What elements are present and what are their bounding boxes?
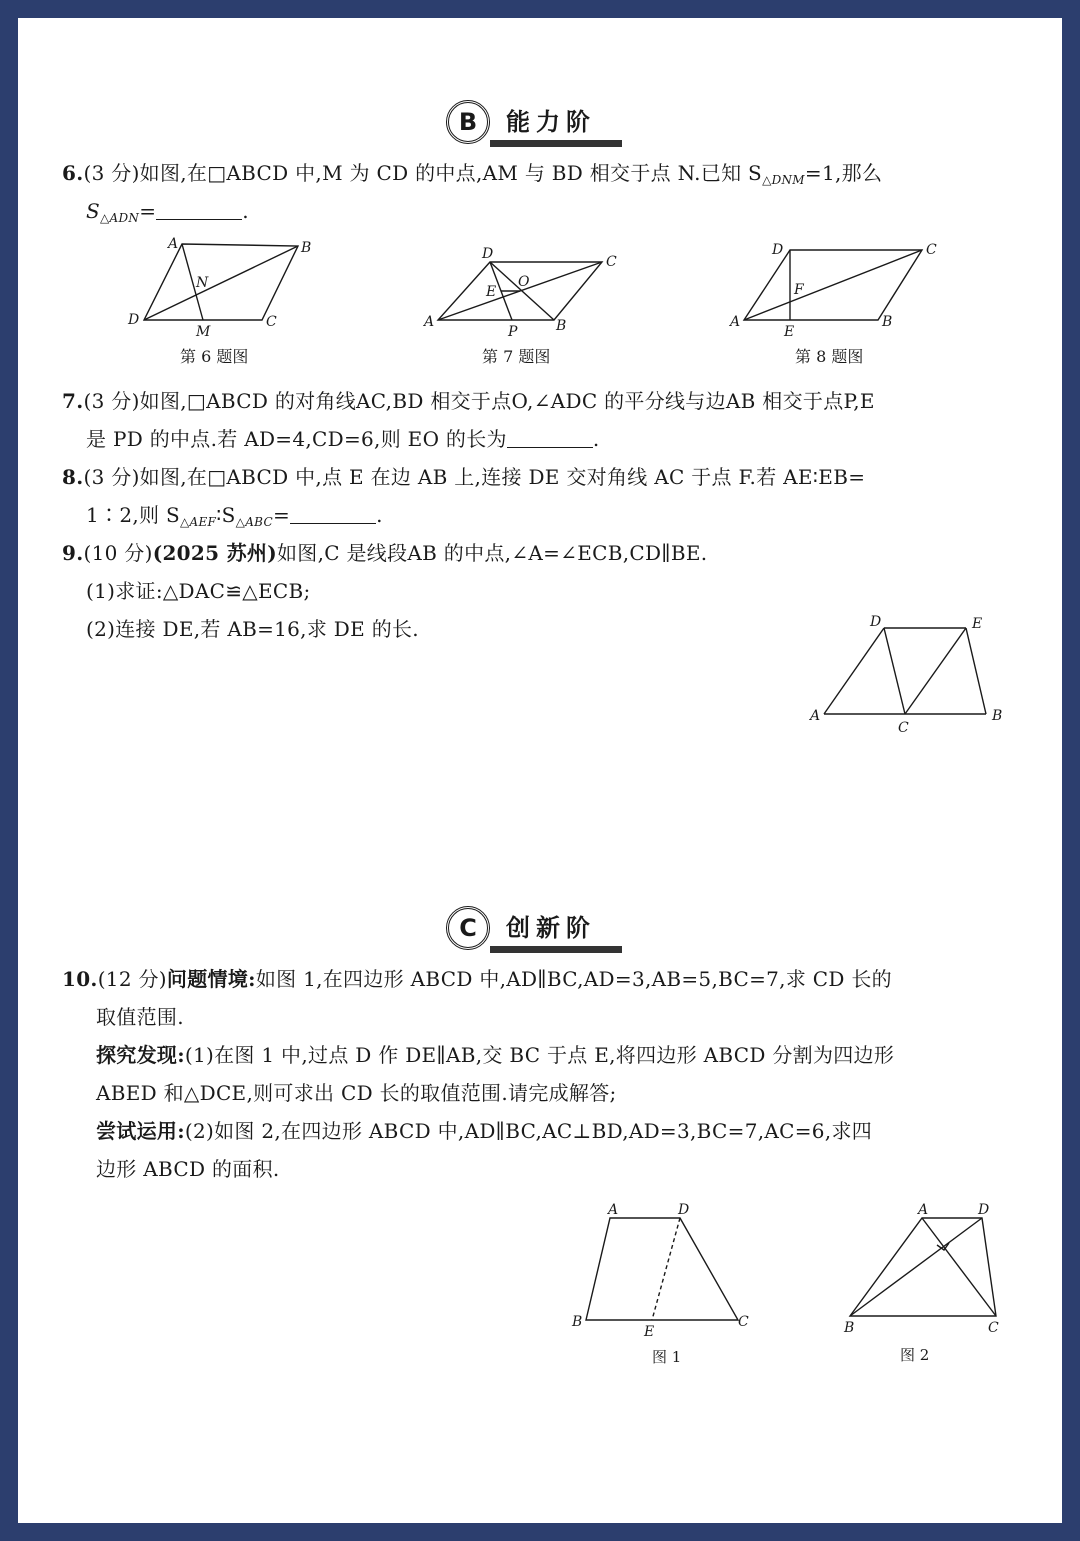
fig10b-label-d: D (978, 1202, 990, 1218)
figure-7-caption: 第 7 题图 (482, 347, 551, 366)
fig7-label-p: P (508, 324, 518, 340)
fig6-label-d: D (128, 312, 140, 328)
question-8-answer-blank[interactable] (290, 501, 376, 524)
fig9-segment-ce (905, 628, 966, 714)
question-9-text: 如图,C 是线段AB 的中点,∠A=∠ECB,CD∥BE. (276, 541, 708, 565)
section-b-header (446, 100, 636, 150)
fig10b-label-a: A (918, 1202, 929, 1218)
question-6-line1 (62, 154, 882, 195)
fig10a-trapezoid (586, 1218, 738, 1320)
question-8-text2: 1∶2,则 S (86, 503, 180, 527)
fig6-label-c: C (266, 314, 277, 330)
question-6-number: 6. (62, 161, 84, 185)
figure-9 (800, 610, 1010, 736)
question-7-line1 (62, 382, 875, 420)
section-b-title: 能力阶 (506, 108, 596, 136)
question-10-line1 (62, 960, 892, 998)
question-8-end: . (376, 503, 383, 527)
question-7-line2 (86, 420, 600, 458)
question-10-score: (12 分) (97, 967, 167, 991)
fig7-label-o: O (518, 274, 530, 290)
fig7-label-e: E (486, 284, 497, 300)
question-10-line4: ABED 和△DCE,则可求出 CD 长的取值范围.请完成解答; (96, 1081, 617, 1105)
section-c-badge: C (446, 906, 490, 950)
figure-8-caption: 第 8 题图 (795, 347, 864, 366)
fig7-label-d: D (482, 246, 494, 262)
fig6-diagonal-bd (144, 246, 298, 320)
fig10a-dashed-de (652, 1218, 680, 1320)
question-6-text-b: =1,那么 (804, 161, 883, 185)
fig8-label-c: C (926, 242, 937, 258)
fig7-label-c: C (606, 254, 617, 270)
section-b-badge: B (446, 100, 490, 144)
fig9-label-e: E (972, 616, 983, 632)
question-8-subscript-aef: △AEF (179, 515, 217, 529)
question-10-label-apply: 尝试运用: (96, 1119, 185, 1143)
question-7-text2: 是 PD 的中点.若 AD=4,CD=6,则 EO 的长为 (86, 427, 507, 451)
question-10-line6: 边形 ABCD 的面积. (96, 1157, 280, 1181)
question-6-s: S (86, 199, 101, 223)
figure-6 (120, 232, 320, 342)
fig10a-label-c: C (738, 1314, 749, 1330)
question-8-subscript-abc: △ABC (235, 515, 273, 529)
fig10b-label-b: B (844, 1320, 855, 1336)
section-c-header (446, 906, 636, 956)
figure-10-2 (836, 1196, 1016, 1344)
question-9-number: 9. (62, 541, 84, 565)
question-9-source: (2025 苏州) (152, 541, 277, 565)
question-8-text: (3 分)如图,在□ABCD 中,点 E 在边 AB 上,连接 DE 交对角线 AC 于点 F.若 AE∶EB= (83, 465, 866, 489)
question-6-end: . (242, 199, 249, 223)
fig9-label-c: C (898, 720, 909, 736)
question-10-label-situation: 问题情境: (166, 967, 256, 991)
fig10a-label-e: E (644, 1324, 655, 1340)
fig10b-trapezoid (850, 1218, 996, 1316)
question-10-text5: (2)如图 2,在四边形 ABCD 中,AD∥BC,AC⊥BD,AD=3,BC=7,AC=6,求四 (184, 1119, 873, 1143)
question-7-answer-blank[interactable] (507, 425, 593, 448)
question-8-eq: = (273, 503, 291, 527)
question-7-number: 7. (62, 389, 84, 413)
question-7-text: (3 分)如图,□ABCD 的对角线AC,BD 相交于点O,∠ADC 的平分线与边AB 相交于点P,E (83, 389, 875, 413)
question-10-label-explore: 探究发现: (96, 1043, 185, 1067)
question-6-eq: = (139, 199, 157, 223)
figure-6-caption: 第 6 题图 (180, 347, 249, 366)
question-6-subscript-dnm: △DNM (762, 173, 805, 187)
question-8-number: 8. (62, 465, 84, 489)
fig10b-label-c: C (988, 1320, 999, 1336)
question-9-part2: (2)连接 DE,若 AB=16,求 DE 的长. (86, 617, 419, 641)
fig9-label-a: A (810, 708, 821, 724)
fig7-label-a: A (424, 314, 435, 330)
fig9-label-b: B (992, 708, 1003, 724)
question-6-text: (3 分)如图,在□ABCD 中,M 为 CD 的中点,AM 与 BD 相交于点 N.已知 S (83, 161, 763, 185)
figure-10-2-caption: 图 2 (900, 1346, 930, 1364)
question-10-line2: 取值范围. (96, 1005, 184, 1029)
fig10a-label-a: A (608, 1202, 619, 1218)
fig6-label-n: N (196, 275, 209, 291)
question-8-mid: ∶S (216, 503, 236, 527)
fig6-label-b: B (301, 240, 312, 256)
fig7-diagonal-bd (490, 262, 554, 320)
fig10b-diagonal-bd (850, 1218, 982, 1316)
fig10a-label-d: D (678, 1202, 690, 1218)
fig9-segment-eb (966, 628, 986, 714)
section-b-underline (490, 140, 622, 147)
question-6-line2 (86, 192, 249, 233)
fig8-label-b: B (882, 314, 893, 330)
fig8-diagonal-ac (744, 250, 922, 320)
fig6-label-a: A (168, 236, 179, 252)
question-10-text1: 如图 1,在四边形 ABCD 中,AD∥BC,AD=3,AB=5,BC=7,求 CD 长的 (255, 967, 892, 991)
question-10-text3: (1)在图 1 中,过点 D 作 DE∥AB,交 BC 于点 E,将四边形 ABCD 分割为四边形 (184, 1043, 895, 1067)
question-9-line1 (62, 534, 707, 572)
fig8-label-f: F (794, 282, 804, 298)
figure-7 (420, 240, 620, 345)
fig9-segment-dc (884, 628, 905, 714)
section-c-underline (490, 946, 622, 953)
figure-10-1 (566, 1196, 766, 1346)
fig10a-label-b: B (572, 1314, 583, 1330)
question-6-answer-blank[interactable] (156, 197, 242, 220)
question-9-score: (10 分) (83, 541, 153, 565)
fig8-label-d: D (772, 242, 784, 258)
figure-10-1-caption: 图 1 (652, 1348, 682, 1366)
question-7-end: . (592, 427, 600, 451)
fig6-label-m: M (196, 324, 211, 340)
section-c-title: 创新阶 (506, 914, 596, 942)
fig9-segment-ad (824, 628, 884, 714)
fig7-label-b: B (556, 318, 567, 334)
question-8-line2 (86, 496, 383, 537)
fig8-label-a: A (730, 314, 741, 330)
question-10-number: 10. (62, 967, 98, 991)
question-9-part1: (1)求证:△DAC≌△ECB; (86, 579, 311, 603)
question-10-line5 (96, 1112, 872, 1150)
figure-8 (726, 236, 946, 344)
question-10-line3 (96, 1036, 894, 1074)
question-8-line1 (62, 458, 865, 496)
fig10b-diagonal-ac (922, 1218, 996, 1316)
question-6-subscript-adn: △ADN (100, 211, 140, 225)
fig9-label-d: D (870, 614, 882, 630)
fig8-label-e: E (784, 324, 795, 340)
